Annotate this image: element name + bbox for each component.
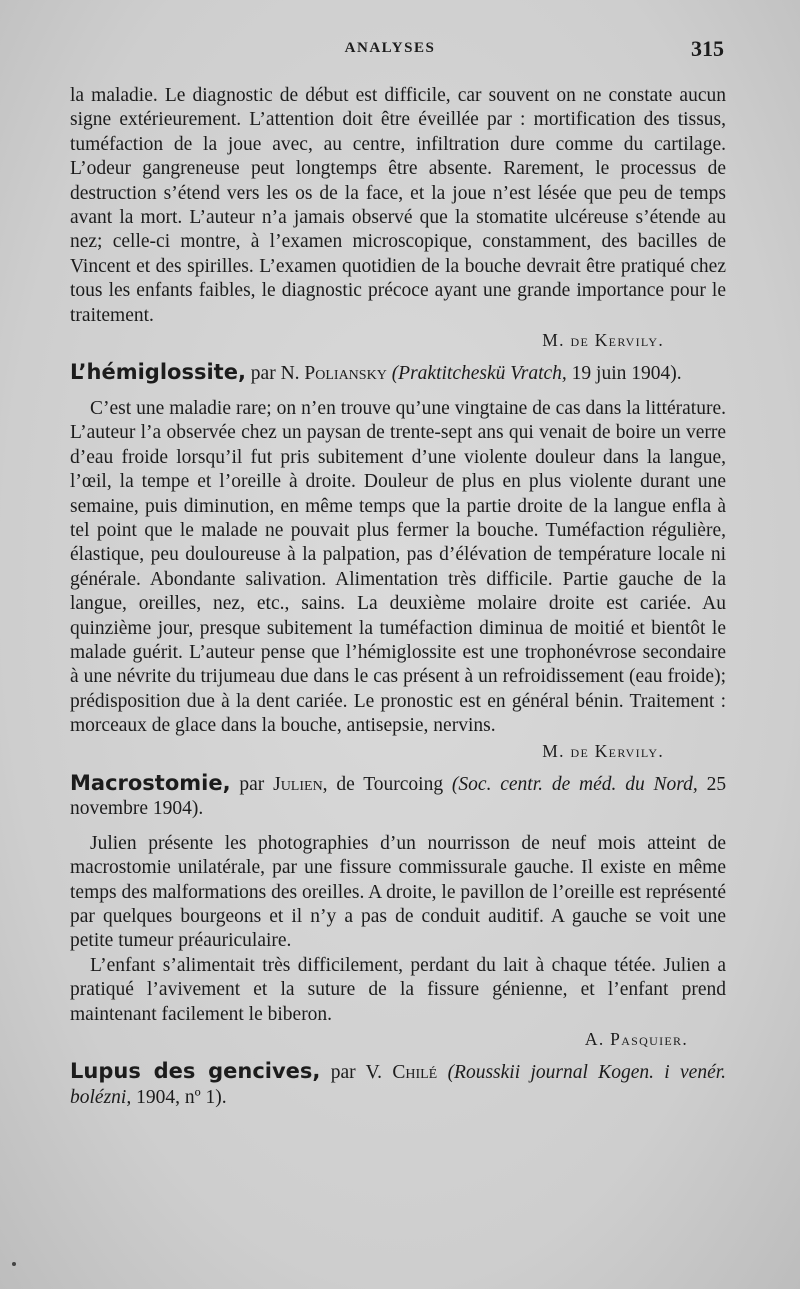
article4-date: 1904, nº 1). <box>136 1086 227 1108</box>
article2-author: Poliansky <box>304 363 387 385</box>
article-continuation <box>70 84 726 352</box>
article1-body: la maladie. Le diagnostic de début est difficile, car souvent on ne constate aucun signe extérieurement. L’attention doit être éveillée par : mortification des tissus, tuméfaction de la joue avec, au centre, infiltration dure comme du cartilage. L’odeur gangreneuse peut longtemps être absente. Rarement, le processus de destruction s’étend vers les os de la face, et la joue n’est lésée que peu de temps avant la mort. L’auteur n’a jamais observé que la stomatite ulcéreuse s’étende au nez; celle-ci montre, à l’examen microscopique, constamment, des bacilles de Vincent et des spirilles. L’examen quotidien de la bouche devrait être pratiqué chez tous les enfants faibles, le diagnostic précoce ayant une grande importance pour le traitement. <box>70 85 726 326</box>
article2-title: L’hémiglossite, <box>70 360 246 385</box>
article3-place: de Tourcoing <box>336 773 444 795</box>
running-head: ANALYSES <box>344 40 436 56</box>
article-macrostomie <box>70 771 726 1051</box>
article3-by: par <box>239 773 265 795</box>
page-content <box>70 84 726 1110</box>
article3-author: Julien, <box>273 773 328 795</box>
article2-signature: M. de Kervily. <box>542 740 664 761</box>
scan-speck <box>12 1262 16 1266</box>
article3-title: Macrostomie, <box>70 770 231 795</box>
article2-heading <box>70 360 726 386</box>
article3-signature: A. Pasquier. <box>584 1029 688 1050</box>
article3-body-2: L’enfant s’alimentait très difficilement, perdant du lait à chaque tétée. Julien a pratiqué l’avivement et la suture de la fissure génienne, et l’enfant prend maintenant facilement le biberon. <box>70 954 726 1025</box>
article4-heading <box>70 1059 726 1110</box>
article4-title: Lupus des gencives, <box>70 1059 321 1084</box>
article3-heading <box>70 771 726 822</box>
article4-source: (Rousskii journal Kogen. i venér. bolézni, <box>70 1062 727 1108</box>
article1-signature: M. de Kervily. <box>542 330 664 351</box>
article2-body: C’est une maladie rare; on n’en trouve qu’une vingtaine de cas dans la littérature. L’auteur l’a observée chez un paysan de trente-sept ans qui venait de boire un verre d’eau froide lorsqu’il fut pris subitement d’une violente douleur dans la langue, l’œil, la tempe et l’oreille à droite. Douleur de plus en plus violente durant une semaine, puis diminution, en même temps que la partie droite de la langue enfla à tel point que le malade ne pouvait plus fermer la bouche. Tuméfaction régulière, élastique, peu douloureuse à la palpation, pas d’élévation de température locale ni générale. Abondante salivation. Alimentation très difficile. Partie gauche de la langue, oreilles, nez, etc., sains. La deuxième molaire droite est cariée. Au quinzième jour, presque subitement la tuméfaction diminua de moitié et bientôt le malade guérit. L’auteur pense que l’hémiglossite est une trophonévrose secondaire à une névrite du trijumeau due dans le cas présent à un refroidissement (eau froide); prédisposition due à la dent cariée. Le pronostic est en général bénin. Traitement : morceaux de glace dans la bouche, antisepsie, nervins. <box>70 397 726 737</box>
article4-by: par V. <box>330 1062 383 1084</box>
article3-date: 25 novembre 1904). <box>70 773 727 820</box>
article3-source: (Soc. centr. de méd. du Nord, <box>451 773 698 795</box>
article2-date: 19 juin 1904). <box>571 363 682 385</box>
article3-body-1: Julien présente les photographies d’un nourrisson de neuf mois atteint de macrostomie unilatérale, par une fissure commissurale gauche. Il existe en même temps des malformations des oreilles. A droite, le pavillon de l’oreille est représenté par quelques bourgeons et il n’y a pas de conduit auditif. A gauche se voit une petite tumeur préauriculaire. <box>70 832 726 952</box>
article-hemiglossite <box>70 360 726 763</box>
article-lupus <box>70 1059 726 1110</box>
page-header <box>0 36 800 66</box>
page-number: 315 <box>691 36 724 61</box>
article4-author: Chilé <box>392 1062 438 1084</box>
article2-by: par N. <box>250 363 300 385</box>
article2-source: (Praktitcheskü Vratch, <box>391 363 567 385</box>
